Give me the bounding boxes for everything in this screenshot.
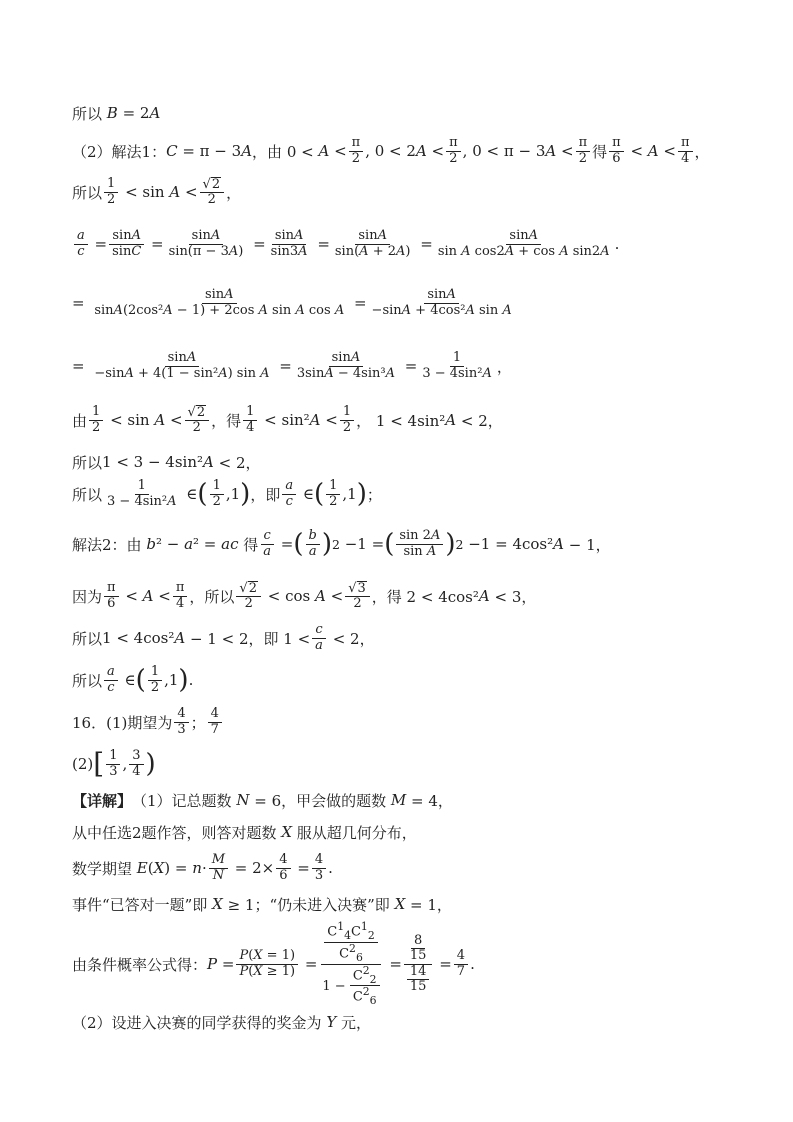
text-line-8: 所以 1 < 3 − 4sin² A < 2，: [72, 453, 261, 472]
text-line-10: 解法2：由 b ² − a ² = ac 得 $\frac{c}{a}$ = ( $\frac{b}{a}$ ) 2 −1 = ( $\frac{\sin 2A}{\text{sin A}}$ ) 2 −1 = 4cos² A − 1，: [72, 528, 611, 559]
text-line-12: 所以 1 < 4cos² A − 1 < 2，即 1 < $\frac{c}{a}$ < 2，: [72, 622, 375, 653]
text-line-7: 由 $\frac{1}{2}$ < sin A < $\frac{√2}{2}$ ，得 $\frac{1}{4}$ < sin² A < $\frac{1}{2}$ ， 1 < 4sin² A < 2，: [72, 404, 503, 435]
text-line-2: （2）解法1： C = π − 3 A ，由 0 < A < $\frac{\pi}{2}$ , 0 < 2 A < $\frac{\pi}{2}$ , 0 < π − 3 A < $\frac{\pi}{2}$ 得 $\frac{\pi}{6}$ < A < $\frac{\pi}{4}$ ，: [72, 135, 710, 166]
text-line-1: 所以 B = 2 A: [72, 104, 161, 123]
text-line-18: 数学期望 E ( X ) = n · $\frac{M}{N}$ = 2× $\frac{4}{6}$ = $\frac{4}{3}$ .: [72, 852, 333, 883]
text-line-15: (2) [ $\frac{1}{3}$ , $\frac{3}{4}$ ): [72, 747, 156, 780]
text-line-13: 所以 $\frac{a}{c}$ ∈ ( $\frac{1}{2}$ ,1 ) .: [72, 664, 194, 695]
text-line-20: 由条件概率公式得： P = $\frac{P(X = 1)}{P(X \ge 1)}$ = $\frac{C^1_4C^1_2}{C^2_6}$ 1 − $\frac{C^2_2}{C^2_6}$ = $\frac{\frac{8}{15}}{\frac{14}{15}}$ = $\frac{4}{7}$ .: [72, 919, 475, 1008]
text-line-19: 事件“已答对一题”即 X ≥ 1；“仍未进入决赛”即 X = 1，: [72, 895, 452, 914]
text-line-16: 【详解】 （1）记总题数 N = 6，甲会做的题数 M = 4，: [72, 791, 453, 810]
text-line-17: 从中任选2题作答，则答对题数 X 服从超几何分布，: [72, 823, 417, 842]
text-line-6: = $\frac{\sin A}{\text{−sinA + 4(1 − sin²A) sin A}}$ = $\frac{\sin A}{\text{3sinA − 4sin³A}}$ = $\frac{1}{\text{3 − 4sin²A}}$ ，: [72, 350, 512, 381]
text-line-11: 因为 $\frac{\pi}{6}$ < A < $\frac{\pi}{4}$ ，所以 $\frac{√2}{2}$ < cos A < $\frac{√3}{2}$ ，得 2 < 4cos² A < 3，: [72, 580, 537, 611]
text-line-14: 16．(1)期望为 $\frac{4}{3}$ ； $\frac{4}{7}$: [72, 702, 224, 742]
text-line-9: 所以 $\frac{1}{\text{3 − 4sin²A}}$ ∈ ( $\frac{1}{2}$ ,1 ) ，即 $\frac{a}{c}$ ∈ ( $\frac{1}{2}$ ,1 ) ；: [72, 478, 382, 509]
text-line-5: = $\frac{\sin A}{\text{sinA(2cos²A − 1) + 2cos A sin A cos A}}$ = $\frac{\sin A}{\text{−sinA + 4cos²A sin A}}$: [72, 287, 512, 318]
text-line-3: 所以 $\frac{1}{2}$ < sin A < $\frac{√2}{2}$ ，: [72, 176, 242, 207]
text-line-21: （2）设进入决赛的同学获得的奖金为 Y 元，: [72, 1013, 372, 1032]
text-line-4: $\frac{a}{c}$ = $\frac{\sin A}{\sin C}$ = $\frac{\sin A}{\sin(\pi - 3A)}$ = $\frac{\sin A}{\sin 3A}$ = $\frac{\sin A}{\sin(A + 2A)}$ = $\frac{\sin A}{\text{sin A cos2A + cos A sin2A}}$ .: [72, 224, 619, 264]
